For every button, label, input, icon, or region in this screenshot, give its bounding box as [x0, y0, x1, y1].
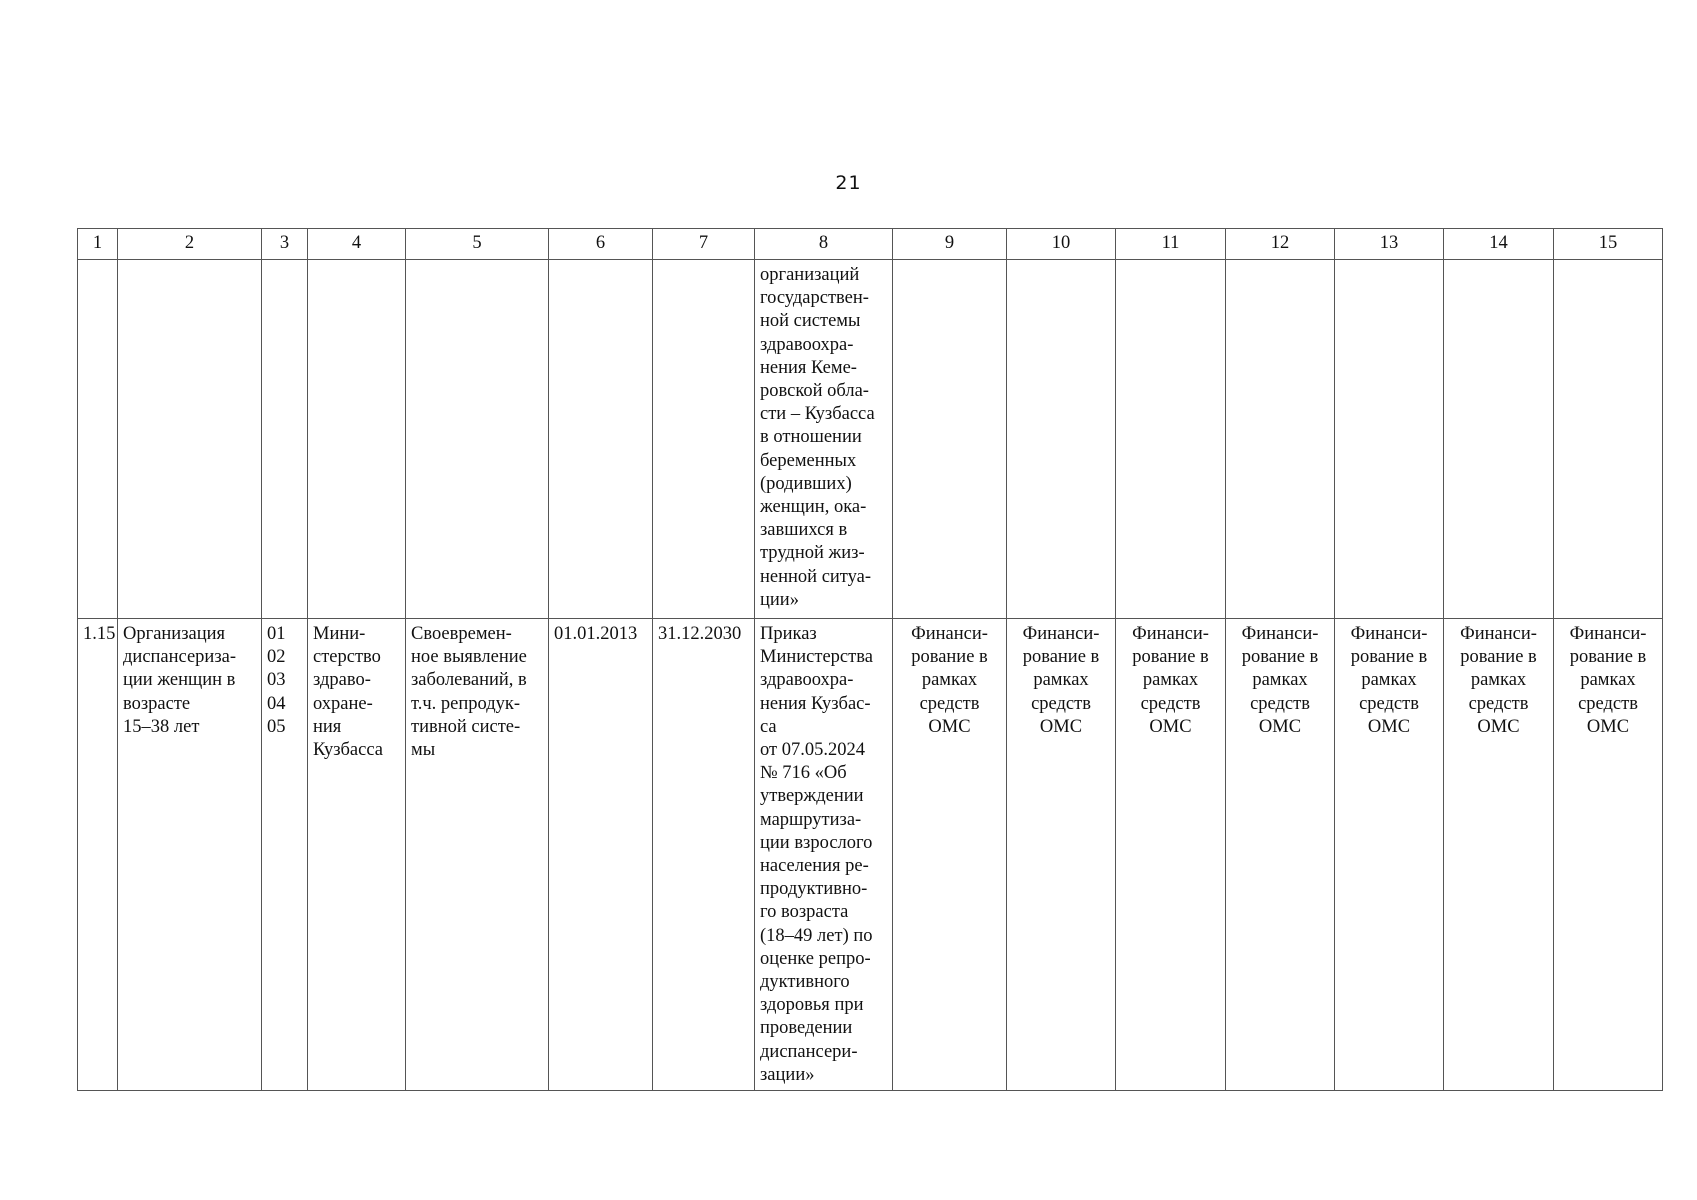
- cell-result: Своевремен- ное выявление заболеваний, в т.ч. репродук- тивной систе- мы: [406, 619, 549, 1091]
- cell-executor: Мини- стерство здраво- охране- ния Кузбасса: [308, 619, 406, 1091]
- cell-funding: [1444, 260, 1554, 619]
- cell-funding: Финанси- рование в рамках средств ОМС: [1226, 619, 1335, 1091]
- cell-activity: Организация диспансериза- ции женщин в возрасте 15–38 лет: [118, 619, 262, 1091]
- cell-funding: Финанси- рование в рамках средств ОМС: [1116, 619, 1226, 1091]
- header-row: [78, 229, 1663, 260]
- column-header-8: 8: [755, 229, 893, 260]
- column-header-13: 13: [1335, 229, 1444, 260]
- cell-funding: [1554, 260, 1663, 619]
- cell-activity: [118, 260, 262, 619]
- column-header-7: 7: [653, 229, 755, 260]
- cell-end-date: 31.12.2030: [653, 619, 755, 1091]
- column-header-3: 3: [262, 229, 308, 260]
- cell-funding: Финанси- рование в рамках средств ОМС: [1335, 619, 1444, 1091]
- column-header-9: 9: [893, 229, 1007, 260]
- cell-start-date: [549, 260, 653, 619]
- column-header-1: 1: [78, 229, 118, 260]
- cell-funding: Финанси- рование в рамках средств ОМС: [1444, 619, 1554, 1091]
- column-header-4: 4: [308, 229, 406, 260]
- cell-funding: Финанси- рование в рамках средств ОМС: [893, 619, 1007, 1091]
- cell-funding: [1007, 260, 1116, 619]
- cell-legal-basis: Приказ Министерства здравоохра- нения Кузбас- са от 07.05.2024 № 716 «Об утверждении маршрутиза- ции взрослого населения ре- продуктивно- го возраста (18–49 лет) по оценке репро- дуктивного здоровья при проведении диспансери- зации»: [755, 619, 893, 1091]
- column-header-6: 6: [549, 229, 653, 260]
- table-row: [78, 619, 1663, 1091]
- column-header-2: 2: [118, 229, 262, 260]
- column-header-10: 10: [1007, 229, 1116, 260]
- column-header-12: 12: [1226, 229, 1335, 260]
- cell-number: 1.15: [78, 619, 118, 1091]
- cell-funding: [1116, 260, 1226, 619]
- cell-funding: Финанси- рование в рамках средств ОМС: [1554, 619, 1663, 1091]
- cell-executor: [308, 260, 406, 619]
- page-number: 21: [835, 172, 862, 194]
- column-header-5: 5: [406, 229, 549, 260]
- cell-funding: [893, 260, 1007, 619]
- cell-start-date: 01.01.2013: [549, 619, 653, 1091]
- cell-legal-basis: организаций государствен- ной системы здравоохра- нения Кеме- ровской обла- сти – Кузбасса в отношении беременных (родивших) женщин, ока- завшихся в трудной жиз- ненной ситуа- ции»: [755, 260, 893, 619]
- table-row: [78, 260, 1663, 619]
- plan-table: [77, 228, 1663, 1091]
- cell-funding: [1335, 260, 1444, 619]
- cell-codes: [262, 260, 308, 619]
- cell-number: [78, 260, 118, 619]
- cell-codes: 01 02 03 04 05: [262, 619, 308, 1091]
- cell-result: [406, 260, 549, 619]
- cell-funding: Финанси- рование в рамках средств ОМС: [1007, 619, 1116, 1091]
- column-header-15: 15: [1554, 229, 1663, 260]
- column-header-14: 14: [1444, 229, 1554, 260]
- cell-funding: [1226, 260, 1335, 619]
- cell-end-date: [653, 260, 755, 619]
- column-header-11: 11: [1116, 229, 1226, 260]
